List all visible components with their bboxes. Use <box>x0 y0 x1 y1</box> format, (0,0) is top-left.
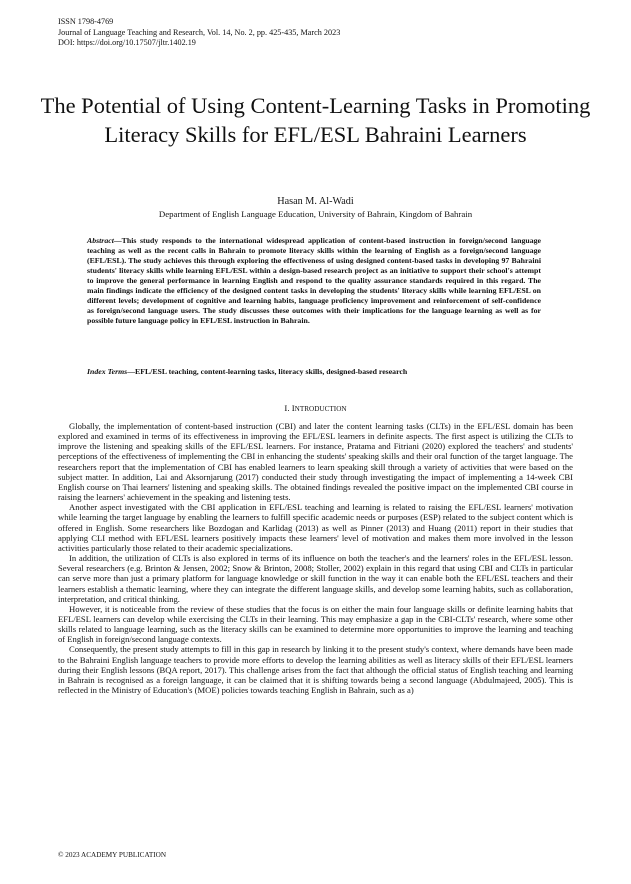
doi-line[interactable]: DOI: https://doi.org/10.17507/jltr.1402.19 <box>58 38 196 48</box>
abstract-lead: Abstract <box>87 236 114 245</box>
journal-header <box>58 17 340 49</box>
section-heading-introduction <box>40 403 591 415</box>
paragraph: In addition, the utilization of CLTs is also explored in terms of its influence on both the teacher's and the learners' roles in the EFL/ESL lesson. Several researchers (e.g. Brinton & Jensen, 2002; Snow & Brinton, 2008; Stoller, 2002) explain in this regard that using CBI and CLTs in particular can serve more than just a primary platform for language knowledge or skill function in the way it can enable both the EFL/ESL teachers and their learners establish a thematic learning, where they can integrate the different language skills, and develop some learning habits, such as collaboration, interpretation, and critical thinking. <box>58 553 573 604</box>
index-terms <box>87 367 541 377</box>
abstract-text: —This study responds to the international widespread application of content-based instruction in foreign/second language teaching as well as the recent calls in Bahrain to promote literacy skills within the learning of English as a foreign/second language (EFL/ESL). The study achieves this through exploring the effectiveness of using designed content-based tasks in developing 97 Bahraini students' literacy skills while learning EFL/ESL within a design-based research project as an initiative to support their school's attempt to improve the general performance in learning English and respond to the quality assurance standards required in this regard. The main findings indicate the efficiency of the designed content tasks in developing the students' literacy skills while learning EFL/ESL on different levels; development of cognitive and learning habits, language proficiency improvement and reinforcement of self-confidence as foreign/second language users. The study discusses these outcomes with their implications for the language learning as well as for possible future language policy in EFL/ESL instruction in Bahrain. <box>87 236 541 325</box>
section-numeral: I. <box>284 403 292 413</box>
paper-title: The Potential of Using Content-Learning Tasks in Promoting Literacy Skills for EFL/ESL Bahraini Learners <box>40 93 591 147</box>
journal-citation-line: Journal of Language Teaching and Research, Vol. 14, No. 2, pp. 425-435, March 2023 <box>58 27 341 37</box>
author-name: Hasan M. Al-Wadi <box>277 196 354 207</box>
paragraph: However, it is noticeable from the review of these studies that the focus is on either the main four language skills or definite learning habits that EFL/ESL learners can develop while exercising the CLTs in their learning. This may emphasize a gap in the CBI-CLTs' research, where some other skills related to language learning, such as the literacy skills can be examined to determine more opportunities to improve the learning and teaching of English in foreign/second language contexts. <box>58 603 573 645</box>
issn-line: ISSN 1798-4769 <box>58 17 114 26</box>
paragraph: Consequently, the present study attempts to fill in this gap in research by linking it to the present study's context, where demands have been made to the Bahraini English language teachers to provide more efforts to develop the learning abilities as well as literacy skills of their EFL/ESL learners during their English lessons (BQA report, 2017). This challenge arises from the fact that although the official status of English teaching and learning in Bahrain is recognised as a foreign language, it can be claimed that it is shifting towards being a second language (Abdulmajeed, 2005). This is reflected in the Ministry of Education's (MOE) policies towards teaching English in Bahrain, such as a) <box>58 644 573 696</box>
author-affiliation: Department of English Language Education, University of Bahrain, Kingdom of Bahrain <box>158 209 473 219</box>
paragraph: Globally, the implementation of content-based instruction (CBI) and later the content learning tasks (CLTs) in the EFL/ESL domain has been explored and examined in terms of its effectiveness in improving the EFL/ESL learners in definite aspects. The first aspect is utilizing the CLTs to improve the listening and speaking skills of the EFL/ESL learners. For instance, Pratama and Fitriani (2020) explored the teachers' and students' perceptions of the effectiveness of implementing the CBI in enhancing the students' speaking skills and their oral function of the target language. The researchers report that the implementation of CBI has enabled learners to learn speaking skill through a variety of activities that were based on the subject matter. In addition, Lai and Aksornjarung (2017) conducted their study through investigating the impact of implementing a 14-week CBI English course on Thai learners' listening and speaking skills. The obtained findings revealed the positive impact on the implemented CBI course in raising the learners' achievement in the speaking and listening tests. <box>58 421 573 503</box>
section-initial: I <box>291 403 295 413</box>
paragraph: Another aspect investigated with the CBI application in EFL/ESL teaching and learning is related to raising the EFL/ESL learners' motivation while learning the target language by enabling the learners to fulfill specific academic needs or purposes (ESP) related to the subject content which is offered in English. Some researchers like Bozdogan and Karlidag (2013) as well as Pinner (2013) and Huang (2011) report in their studies that applying CLI method with EFL/ESL learners positively impacts these learners' level of motivation and makes them more involved in the lesson activities particularly those related to their academic specializations. <box>58 502 573 553</box>
section-rest: NTRODUCTION <box>294 405 347 413</box>
copyright-footer: © 2023 ACADEMY PUBLICATION <box>58 851 167 859</box>
body-text <box>58 421 573 695</box>
index-terms-text: —EFL/ESL teaching, content-learning tasks, literacy skills, designed-based research <box>127 367 408 376</box>
abstract <box>87 236 541 326</box>
index-terms-lead: Index Terms <box>87 367 128 376</box>
